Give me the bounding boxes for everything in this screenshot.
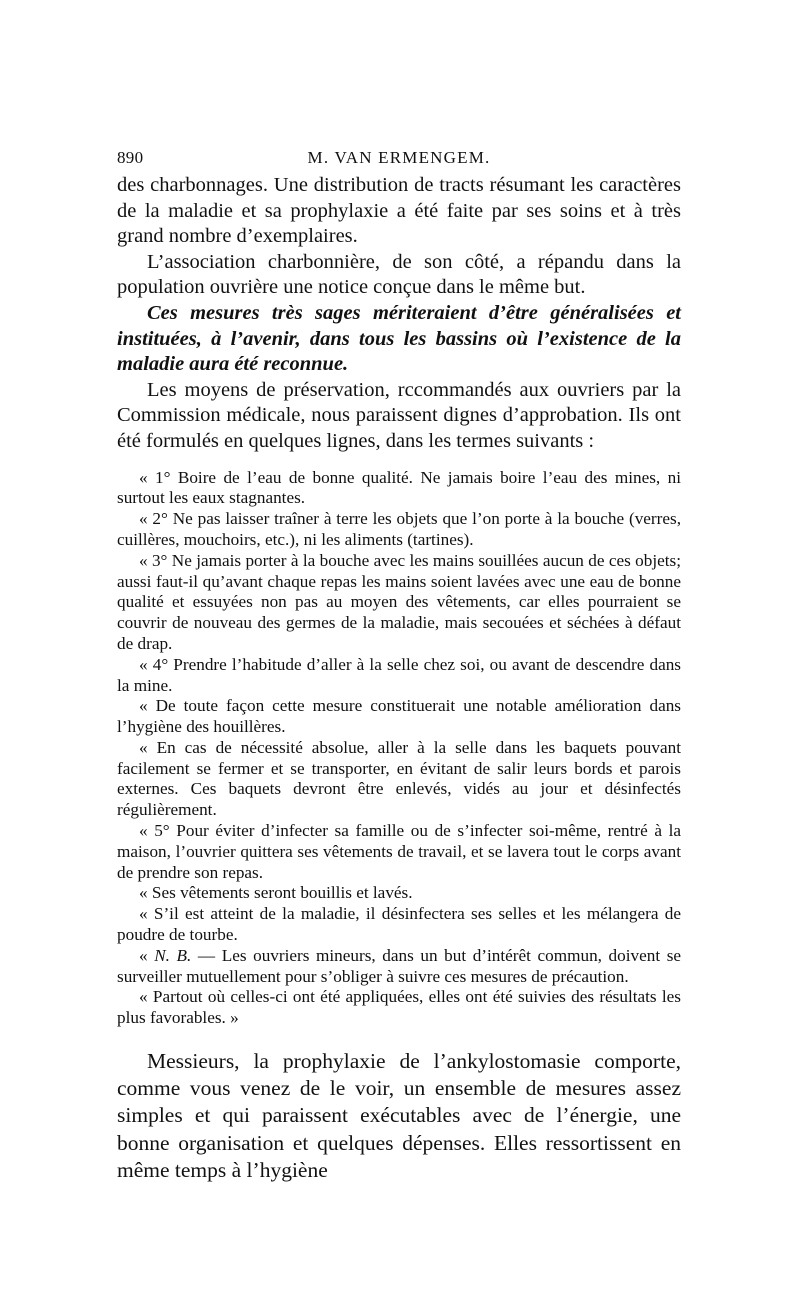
paragraph-italic-recommendation: Ces mesures très sages mériteraient d’être généralisées et instituées, à l’avenir, dans tous les bassins où l’existence de la maladie aura été reconnue. xyxy=(117,301,681,376)
paragraph-association: L’association charbonnière, de son côté, a répandu dans la population ouvrière une notice conçue dans le même but. xyxy=(117,250,681,299)
quoted-measures xyxy=(117,468,681,1030)
quote-item: « S’il est atteint de la maladie, il désinfectera ses selles et les mélangera de poudre de tourbe. xyxy=(117,904,681,945)
quote-item: « Partout où celles-ci ont été appliquées, elles ont été suivies des résultats les plus favorables. » xyxy=(117,987,681,1028)
quote-item: « 4° Prendre l’habitude d’aller à la selle chez soi, ou avant de descendre dans la mine. xyxy=(117,654,681,695)
quote-item: « En cas de nécessité absolue, aller à la selle dans les baquets pouvant facilement se fermer et se transporter, en évitant de salir leurs bords et parois externes. Ces baquets devront être enlevés, vidés au jour et désinfectés régulièrement. xyxy=(117,737,681,820)
nota-bene: N. B. xyxy=(154,945,192,965)
quote-nb-text: — Les ouvriers mineurs, dans un but d’intérêt commun, doivent se surveiller mutuellement pour s’obliger à suivre ces mesures de précaution. xyxy=(117,945,682,986)
paragraph-continuation: des charbonnages. Une distribution de tracts résumant les caractères de la maladie et sa prophylaxie a été faite par ses soins et à très grand nombre d’exemplaires. xyxy=(117,174,681,248)
running-title: M. VAN ERMENGEM. xyxy=(307,148,491,167)
quote-item: « De toute façon cette mesure constituerait une notable amélioration dans l’hygiène des houillères. xyxy=(117,696,681,737)
paragraph-preservation-intro: Les moyens de préservation, rccommandés aux ouvriers par la Commission médicale, nous paraissent dignes d’approbation. Ils ont été formulés en quelques lignes, dans les termes suivants : xyxy=(117,378,681,452)
quote-item: « 3° Ne jamais porter à la bouche avec les mains souillées aucun de ces objets; aussi faut-il qu’avant chaque repas les mains soient lavées avec une eau de bonne qualité et essuyées non pas au moyen des vêtements, car elles pourraient se couvrir de nouveau des germes de la maladie, mais secouées et séchées à défaut de drap. xyxy=(117,550,681,653)
quote-item: « 2° Ne pas laisser traîner à terre les objets que l’on porte à la bouche (verres, cuillères, mouchoirs, etc.), ni les aliments (tartines). xyxy=(117,509,681,549)
page-header xyxy=(117,148,681,170)
quote-item: « Ses vêtements seront bouillis et lavés. xyxy=(139,883,413,903)
quote-item: « 1° Boire de l’eau de bonne qualité. Ne jamais boire l’eau des mines, ni surtout les eaux stagnantes. xyxy=(117,467,681,508)
page-number: 890 xyxy=(117,148,144,167)
body-text xyxy=(117,173,681,1206)
quote-item: « 5° Pour éviter d’infecter sa famille ou de s’infecter soi-même, rentré à la maison, l’ouvrier quittera ses vêtements de travail, et se lavera tout le corps avant de prendre son repas. xyxy=(117,821,681,882)
closing-paragraph: Messieurs, la prophylaxie de l’ankylostomasie comporte, comme vous venez de le voir, un ensemble de mesures assez simples et qui paraissent exécutables avec de l’énergie, une bonne organisation et quelques dépenses. Elles ressortissent en même temps à l’hygiène xyxy=(117,1049,681,1182)
quote-open: « xyxy=(139,945,155,965)
quote-item-nb xyxy=(117,946,681,988)
